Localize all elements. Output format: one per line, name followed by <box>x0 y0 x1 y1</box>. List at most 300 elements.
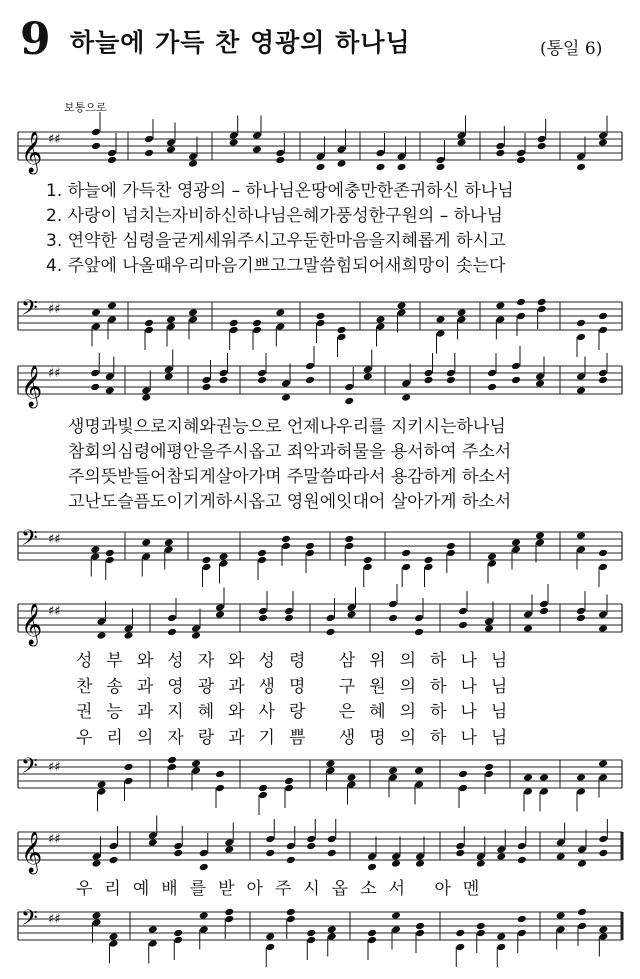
note-head <box>191 759 201 768</box>
note-head <box>326 614 336 623</box>
note-head <box>576 333 586 342</box>
note-head <box>516 156 526 165</box>
note-head <box>391 911 401 920</box>
note-head <box>424 376 434 385</box>
note-head <box>97 631 107 640</box>
note-head <box>109 939 119 948</box>
note-head <box>164 372 174 381</box>
note-head <box>577 859 587 868</box>
note-head <box>539 607 549 616</box>
note-head <box>363 563 373 572</box>
note-head <box>286 856 296 865</box>
note-head <box>166 145 176 154</box>
note-head <box>316 312 326 321</box>
note-head <box>457 138 467 147</box>
treble-staff <box>0 358 640 408</box>
note-head <box>305 376 315 385</box>
note-head <box>537 305 547 314</box>
note-head <box>344 535 354 544</box>
treble-staff <box>0 596 640 646</box>
note-head <box>91 128 101 137</box>
note-head <box>124 631 134 640</box>
note-head <box>598 369 608 378</box>
note-head <box>436 315 446 324</box>
note-head <box>144 326 154 335</box>
bass-clef-icon: 𝄢 <box>21 296 38 326</box>
note-head <box>92 859 102 868</box>
note-head <box>141 393 151 402</box>
note-head <box>446 549 456 558</box>
note-head <box>164 538 174 547</box>
note-head <box>124 777 134 786</box>
note-head <box>347 773 357 782</box>
verse-line: 성부와성자와성령 삼위의하나님 <box>76 651 522 671</box>
note-head <box>337 333 347 342</box>
note-head <box>397 308 407 317</box>
note-head <box>224 845 234 854</box>
note-head <box>496 932 506 941</box>
note-head <box>286 842 296 851</box>
note-head <box>167 628 177 637</box>
note-head <box>388 766 398 775</box>
note-head <box>598 376 608 385</box>
note-head <box>436 156 446 165</box>
note-head <box>539 773 549 782</box>
note-head <box>484 770 494 779</box>
note-head <box>124 624 134 633</box>
note-head <box>90 545 100 554</box>
note-head <box>105 556 115 565</box>
note-head <box>92 911 102 920</box>
note-head <box>576 787 586 796</box>
note-head <box>148 831 158 840</box>
note-head <box>215 610 225 619</box>
treble-staff <box>0 824 640 874</box>
note-head <box>188 159 198 168</box>
bass-clef-icon: 𝄢 <box>21 526 38 556</box>
note-head <box>424 556 434 565</box>
note-head <box>415 922 425 931</box>
note-head <box>199 925 209 934</box>
note-head <box>219 559 229 568</box>
note-head <box>363 365 373 374</box>
note-head <box>598 849 608 858</box>
note-head <box>347 603 357 612</box>
note-head <box>265 849 275 858</box>
verse-line: 3. 연약한 심령을굳게세워주시고우둔한마음을지혜롭게 하시고 <box>46 231 506 251</box>
note-head <box>598 835 608 844</box>
note-head <box>457 308 467 317</box>
note-head <box>391 852 401 861</box>
note-head <box>257 549 267 558</box>
note-head <box>576 152 586 161</box>
note-head <box>344 397 354 406</box>
note-head <box>257 556 267 565</box>
note-head <box>327 835 337 844</box>
note-head <box>576 607 586 616</box>
note-head <box>376 149 386 158</box>
note-head <box>446 369 456 378</box>
note-head <box>164 545 174 554</box>
note-head <box>517 856 527 865</box>
bass-staff <box>0 294 640 348</box>
note-head <box>495 149 505 158</box>
note-head <box>517 842 527 851</box>
note-head <box>598 563 608 572</box>
note-head <box>164 365 174 374</box>
note-head <box>367 936 377 945</box>
treble-clef-icon: 𝄞 <box>21 832 43 873</box>
note-head <box>337 159 347 168</box>
hymn-reference: (통일 6) <box>540 39 603 59</box>
bass-staff <box>0 524 640 574</box>
note-head <box>414 614 424 623</box>
note-head <box>458 607 468 616</box>
verse-line: 우리예배를받아주시옵소서 아멘 <box>76 879 492 899</box>
note-head <box>484 624 494 633</box>
key-signature-icon: ♯♯ <box>48 302 61 317</box>
key-signature-icon: ♯♯ <box>48 132 61 147</box>
note-head <box>107 315 117 324</box>
note-head <box>326 766 336 775</box>
note-head <box>229 131 239 140</box>
note-head <box>537 135 547 144</box>
note-head <box>258 607 268 616</box>
note-head <box>511 362 521 371</box>
note-head <box>275 156 285 165</box>
note-head <box>484 617 494 626</box>
note-head <box>516 312 526 321</box>
note-head <box>446 542 456 551</box>
note-head <box>90 383 100 392</box>
note-head <box>97 787 107 796</box>
note-head <box>344 542 354 551</box>
note-head <box>202 563 212 572</box>
note-head <box>305 542 315 551</box>
note-head <box>167 756 177 765</box>
note-head <box>141 538 151 547</box>
note-head <box>224 908 234 917</box>
note-head <box>487 559 497 568</box>
note-head <box>105 386 115 395</box>
verse-line: 4. 주앞에 나올때우리마음기쁘고그말씀힘되어새희망이 솟는다 <box>46 256 506 276</box>
note-head <box>224 838 234 847</box>
note-head <box>576 372 586 381</box>
note-head <box>598 759 608 768</box>
bass-staff <box>0 904 640 960</box>
note-head <box>144 319 154 328</box>
note-head <box>537 298 547 307</box>
note-head <box>414 780 424 789</box>
note-head <box>598 326 608 335</box>
key-signature-icon: ♯♯ <box>48 832 61 847</box>
treble-clef-icon: 𝄞 <box>21 604 43 645</box>
note-head <box>148 939 158 948</box>
note-head <box>476 859 486 868</box>
note-head <box>166 315 176 324</box>
note-head <box>265 932 275 941</box>
note-head <box>414 628 424 637</box>
note-head <box>576 773 586 782</box>
note-head <box>347 780 357 789</box>
note-head <box>598 138 608 147</box>
note-head <box>598 312 608 321</box>
note-head <box>215 784 225 793</box>
note-head <box>495 301 505 310</box>
note-head <box>391 859 401 868</box>
note-head <box>539 600 549 609</box>
note-head <box>202 376 212 385</box>
note-head <box>229 138 239 147</box>
note-head <box>173 842 183 851</box>
hymn-title: 하늘에 가득 찬 영광의 하나님 <box>70 28 411 57</box>
note-head <box>202 556 212 565</box>
note-head <box>391 925 401 934</box>
note-head <box>229 326 239 335</box>
note-head <box>92 852 102 861</box>
bass-clef-icon: 𝄢 <box>21 754 38 784</box>
note-head <box>576 163 586 172</box>
note-head <box>284 607 294 616</box>
note-head <box>457 315 467 324</box>
note-head <box>576 531 586 540</box>
note-head <box>455 943 465 952</box>
note-head <box>535 531 545 540</box>
note-head <box>455 842 465 851</box>
note-head <box>455 849 465 858</box>
note-head <box>91 322 101 331</box>
note-head <box>219 376 229 385</box>
note-head <box>458 784 468 793</box>
tempo-marking: 보통으로 <box>64 101 107 114</box>
note-head <box>401 379 411 388</box>
note-head <box>598 932 608 941</box>
note-head <box>436 329 446 338</box>
note-head <box>424 563 434 572</box>
note-head <box>376 315 386 324</box>
note-head <box>556 911 566 920</box>
note-head <box>576 386 586 395</box>
note-head <box>496 845 506 854</box>
note-head <box>199 849 209 858</box>
note-head <box>306 835 316 844</box>
note-head <box>173 929 183 938</box>
note-head <box>388 600 398 609</box>
note-head <box>188 315 198 324</box>
verse-line: 권능과지혜와사랑 은혜의하나님 <box>76 702 522 722</box>
bass-clef-icon: 𝄢 <box>21 906 38 936</box>
note-head <box>376 322 386 331</box>
verse-line: 주의뜻받들어참되게살아가며 주말씀따라서 용감하게 하소서 <box>68 467 512 487</box>
verse-line: 생명과빛으로지혜와권능으로 언제나우리를 지키시는하나님 <box>68 417 506 437</box>
note-head <box>284 614 294 623</box>
bass-staff <box>0 752 640 802</box>
note-head <box>199 863 209 872</box>
note-head <box>90 552 100 561</box>
note-head <box>401 563 411 572</box>
note-head <box>107 156 117 165</box>
note-head <box>219 369 229 378</box>
note-head <box>576 614 586 623</box>
note-head <box>496 943 506 952</box>
hymn-header <box>0 0 640 70</box>
note-head <box>511 538 521 547</box>
note-head <box>141 552 151 561</box>
key-signature-icon: ♯♯ <box>48 912 61 927</box>
note-head <box>275 308 285 317</box>
note-head <box>523 624 533 633</box>
note-head <box>495 315 505 324</box>
verse-line: 찬송과영광과생명 구원의하나님 <box>76 677 522 697</box>
note-head <box>90 369 100 378</box>
note-head <box>286 908 296 917</box>
note-head <box>109 932 119 941</box>
note-head <box>252 319 262 328</box>
note-head <box>556 838 566 847</box>
note-head <box>219 552 229 561</box>
note-head <box>257 369 267 378</box>
key-signature-icon: ♯♯ <box>48 604 61 619</box>
note-head <box>107 301 117 310</box>
note-head <box>191 766 201 775</box>
note-head <box>337 145 347 154</box>
treble-staff <box>0 124 640 174</box>
note-head <box>105 549 115 558</box>
note-head <box>337 326 347 335</box>
verse-line: 참회의심령에평안을주시옵고 죄악과허물을 용서하여 주소서 <box>68 442 512 462</box>
note-head <box>316 319 326 328</box>
note-head <box>455 929 465 938</box>
note-head <box>415 859 425 868</box>
note-head <box>306 842 316 851</box>
note-head <box>275 322 285 331</box>
note-head <box>305 362 315 371</box>
note-head <box>173 849 183 858</box>
note-head <box>401 549 411 558</box>
note-head <box>436 163 446 172</box>
note-head <box>224 915 234 924</box>
note-head <box>487 552 497 561</box>
note-head <box>401 393 411 402</box>
note-head <box>252 326 262 335</box>
note-head <box>107 149 117 158</box>
note-head <box>92 918 102 927</box>
note-head <box>367 929 377 938</box>
note-head <box>367 863 377 872</box>
note-head <box>305 549 315 558</box>
note-head <box>484 763 494 772</box>
note-head <box>523 773 533 782</box>
note-head <box>347 610 357 619</box>
note-head <box>424 369 434 378</box>
note-head <box>598 925 608 934</box>
note-head <box>215 770 225 779</box>
treble-clef-icon: 𝄞 <box>21 366 43 407</box>
note-head <box>105 372 115 381</box>
note-head <box>148 925 158 934</box>
note-head <box>306 936 316 945</box>
note-head <box>458 621 468 630</box>
note-head <box>363 556 373 565</box>
note-head <box>97 780 107 789</box>
note-head <box>327 932 337 941</box>
note-head <box>598 610 608 619</box>
note-head <box>344 383 354 392</box>
note-head <box>258 614 268 623</box>
note-head <box>284 777 294 786</box>
note-head <box>598 624 608 633</box>
note-head <box>252 131 262 140</box>
note-head <box>265 835 275 844</box>
note-head <box>281 393 291 402</box>
note-head <box>144 135 154 144</box>
note-head <box>215 603 225 612</box>
note-head <box>457 131 467 140</box>
note-head <box>166 138 176 147</box>
note-head <box>124 763 134 772</box>
note-head <box>202 383 212 392</box>
note-head <box>446 376 456 385</box>
note-head <box>523 610 533 619</box>
key-signature-icon: ♯♯ <box>48 366 61 381</box>
note-head <box>415 929 425 938</box>
note-head <box>252 145 262 154</box>
note-head <box>577 908 587 917</box>
note-head <box>327 849 337 858</box>
note-head <box>476 929 486 938</box>
note-head <box>367 852 377 861</box>
note-head <box>167 763 177 772</box>
note-head <box>286 915 296 924</box>
note-head <box>576 319 586 328</box>
note-head <box>191 624 201 633</box>
note-head <box>556 925 566 934</box>
note-head <box>275 149 285 158</box>
note-head <box>258 784 268 793</box>
note-head <box>91 308 101 317</box>
note-head <box>148 838 158 847</box>
note-head <box>598 549 608 558</box>
note-head <box>577 845 587 854</box>
note-head <box>316 163 326 172</box>
note-head <box>258 791 268 800</box>
note-head <box>577 922 587 931</box>
note-head <box>316 152 326 161</box>
key-signature-icon: ♯♯ <box>48 532 61 547</box>
note-head <box>91 142 101 151</box>
verse-line: 고난도슬픔도이기게하시옵고 영원에잇대어 살아가게 하소서 <box>68 492 512 512</box>
note-head <box>556 852 566 861</box>
note-head <box>141 386 151 395</box>
note-head <box>166 322 176 331</box>
note-head <box>376 163 386 172</box>
note-head <box>191 631 201 640</box>
note-head <box>517 929 527 938</box>
note-head <box>97 617 107 626</box>
note-head <box>199 911 209 920</box>
note-head <box>109 856 119 865</box>
note-head <box>363 372 373 381</box>
note-head <box>326 759 336 768</box>
note-head <box>537 142 547 151</box>
note-head <box>487 383 497 392</box>
note-head <box>326 628 336 637</box>
verse-line: 2. 사랑이 넘치는자비하신하나님은혜가풍성한구원의 – 하나님 <box>46 206 503 226</box>
note-head <box>576 545 586 554</box>
note-head <box>144 149 154 158</box>
note-head <box>516 149 526 158</box>
note-head <box>598 131 608 140</box>
